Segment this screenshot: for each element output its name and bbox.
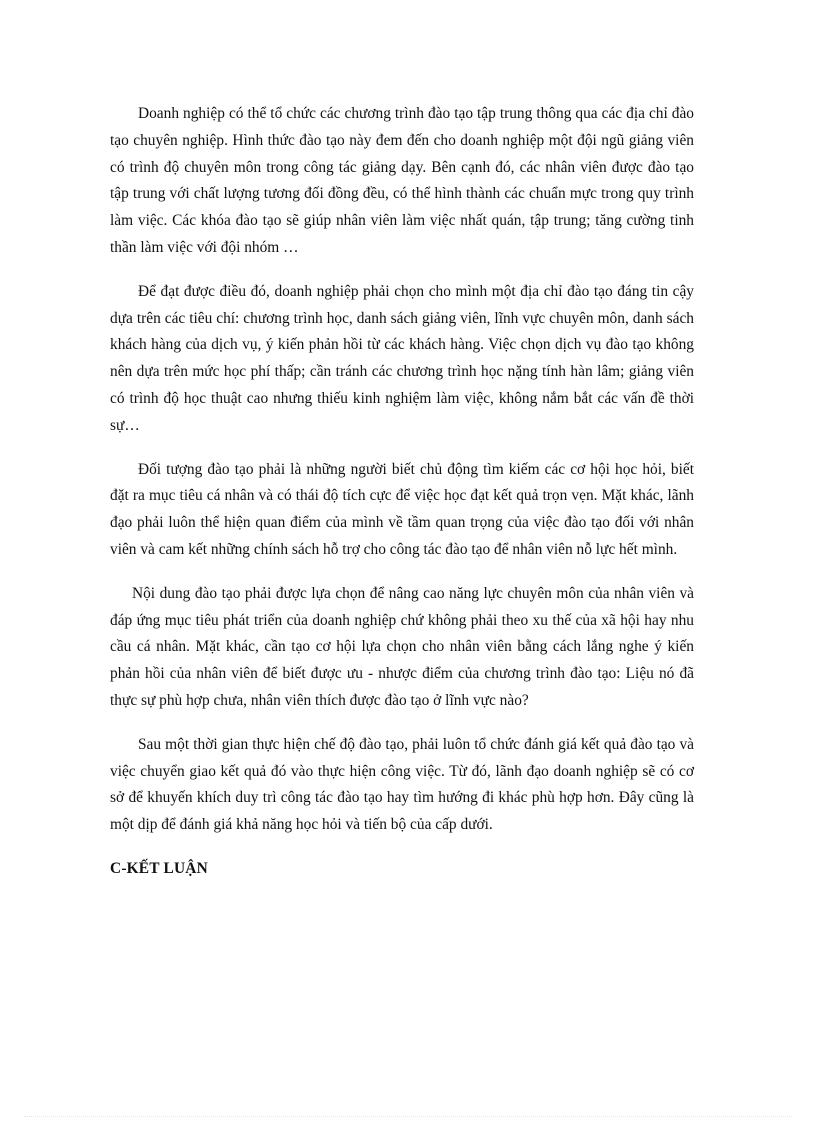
paragraph-2: Để đạt được điều đó, doanh nghiệp phải chọn cho mình một địa chỉ đào tạo đáng tin cậy dựa trên các tiêu chí: chương trình học, danh sách giảng viên, lĩnh vực chuyên môn, danh sách khách hàng của dịch vụ, ý kiến phản hồi từ các khách hàng. Việc chọn dịch vụ đào tạo không nên dựa trên mức học phí thấp; cần tránh các chương trình học nặng tính hàn lâm; giảng viên có trình độ học thuật cao nhưng thiếu kinh nghiệm làm việc, không nắm bắt các vấn đề thời sự… [110,282,694,434]
document-body [110,101,694,883]
paragraph-1: Doanh nghiệp có thể tổ chức các chương trình đào tạo tập trung thông qua các địa chỉ đào tạo chuyên nghiệp. Hình thức đào tạo này đem đến cho doanh nghiệp một đội ngũ giảng viên có trình độ chuyên môn trong công tác giảng dạy. Bên cạnh đó, các nhân viên được đào tạo tập trung với chất lượng tương đối đồng đều, có thể hình thành các chuẩn mực trong quy trình làm việc. Các khóa đào tạo sẽ giúp nhân viên làm việc nhất quán, tập trung; tăng cường tinh thần làm việc với đội nhóm … [110,105,694,256]
page-bottom-border [24,1116,792,1117]
paragraph-5: Sau một thời gian thực hiện chế độ đào tạo, phải luôn tổ chức đánh giá kết quả đào tạo và việc chuyển giao kết quả đó vào thực hiện công việc. Từ đó, lãnh đạo doanh nghiệp sẽ có cơ sở để khuyến khích duy trì công tác đào tạo hay tìm hướng đi khác phù hợp hơn. Đây cũng là một dịp để đánh giá khả năng học hỏi và tiến bộ của cấp dưới. [110,735,694,834]
paragraph-3: Đối tượng đào tạo phải là những người biết chủ động tìm kiếm các cơ hội học hỏi, biết đặt ra mục tiêu cá nhân và có thái độ tích cực để việc học đạt kết quả trọn vẹn. Mặt khác, lãnh đạo phải luôn thể hiện quan điểm của mình về tầm quan trọng của việc đào tạo đối với nhân viên và cam kết những chính sách hỗ trợ cho công tác đào tạo để nhân viên nỗ lực hết mình. [110,460,694,558]
section-heading: C-KẾT LUẬN [110,859,208,877]
paragraph-4: Nội dung đào tạo phải được lựa chọn để nâng cao năng lực chuyên môn của nhân viên và đáp ứng mục tiêu phát triển của doanh nghiệp chứ không phải theo xu thế của xã hội hay nhu cầu cá nhân. Mặt khác, cần tạo cơ hội lựa chọn cho nhân viên bằng cách lắng nghe ý kiến phản hồi của nhân viên để biết được ưu - nhược điểm của chương trình đào tạo: Liệu nó đã thực sự phù hợp chưa, nhân viên thích được đào tạo ở lĩnh vực nào? [110,584,694,709]
